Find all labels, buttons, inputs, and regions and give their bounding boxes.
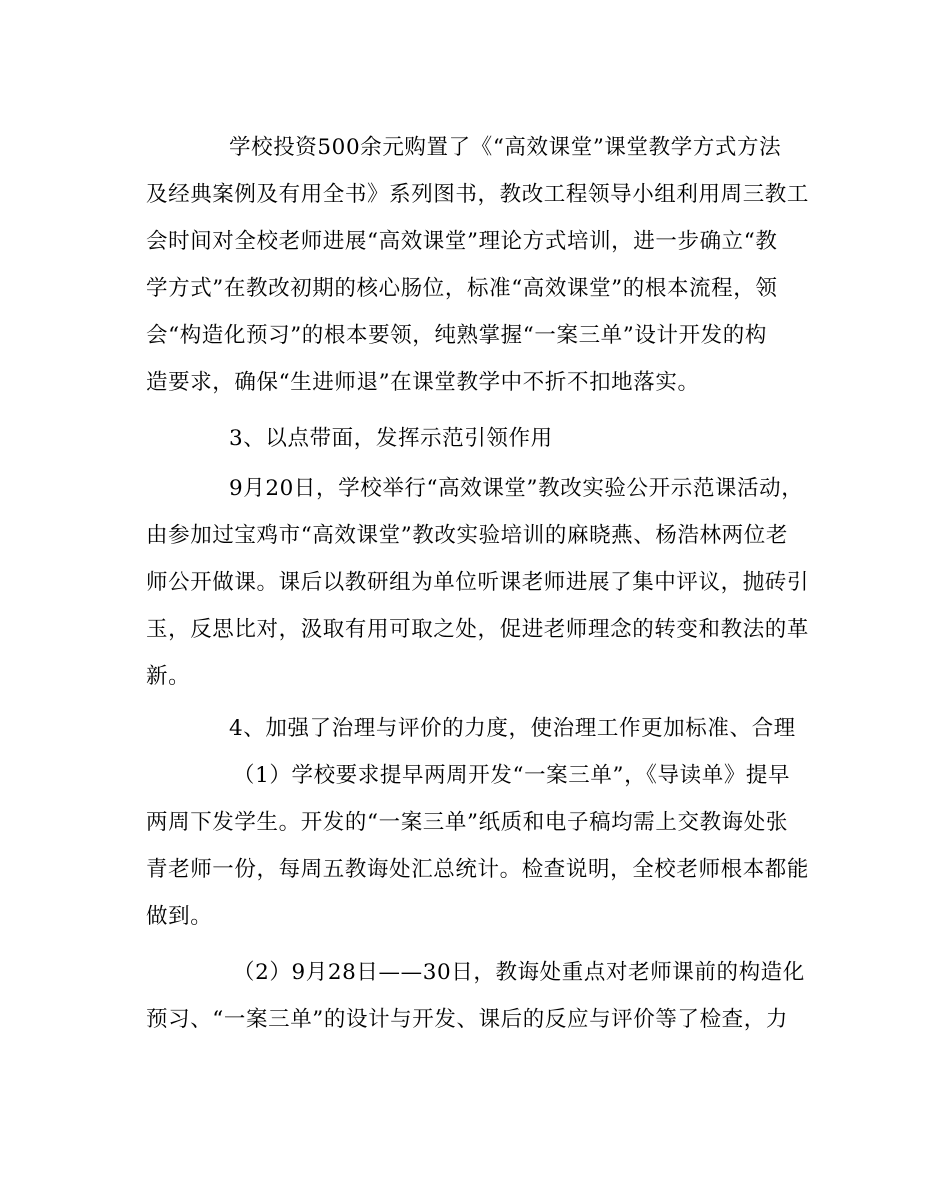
paragraph-line: （2）9月28日——30日，教诲处重点对老师课前的构造化 <box>233 960 805 985</box>
section-heading: 4、加强了治理与评价的力度，使治理工作更加标准、合理 <box>229 716 796 741</box>
paragraph-line: 9月20日，学校举行“高效课堂”教改实验公开示范课活动， <box>229 476 804 501</box>
paragraph-line: 两周下发学生。开发的“一案三单”纸质和电子稿均需上交教诲处张 <box>146 810 788 835</box>
section-heading: 3、以点带面，发挥示范引领作用 <box>229 426 553 451</box>
paragraph-line: 做到。 <box>146 904 213 929</box>
paragraph-line: 由参加过宝鸡市“高效课堂”教改实验培训的麻晓燕、杨浩林两位老 <box>146 523 788 548</box>
paragraph-line: 新。 <box>146 664 191 689</box>
paragraph-line: （1）学校要求提早两周开发“一案三单”，《导读单》提早 <box>233 763 791 788</box>
paragraph-line: 会“构造化预习”的根本要领，纯熟掌握“一案三单”设计开发的构 <box>146 323 767 348</box>
paragraph-line: 造要求，确保“生进师退”在课堂教学中不折不扣地落实。 <box>146 370 700 395</box>
paragraph-line: 学方式”在教改初期的核心肠位，标准“高效课堂”的根本流程，领 <box>146 276 778 301</box>
paragraph-line: 会时间对全校老师进展“高效课堂”理论方式培训，进一步确立“教 <box>146 229 778 254</box>
paragraph-line: 及经典案例及有用全书》系列图书，教改工程领导小组利用周三教工 <box>146 182 810 207</box>
paragraph-line: 预习、“一案三单”的设计与开发、课后的反应与评价等了检查，力 <box>146 1007 788 1032</box>
paragraph-line: 玉，反思比对，汲取有用可取之处，促进老师理念的转变和教法的革 <box>146 617 810 642</box>
paragraph-line: 学校投资500余元购置了《“高效课堂”课堂教学方式方法 <box>229 135 782 160</box>
paragraph-line: 青老师一份，每周五教诲处汇总统计。检查说明，全校老师根本都能 <box>146 857 810 882</box>
paragraph-line: 师公开做课。课后以教研组为单位听课老师进展了集中评议，抛砖引 <box>146 570 810 595</box>
